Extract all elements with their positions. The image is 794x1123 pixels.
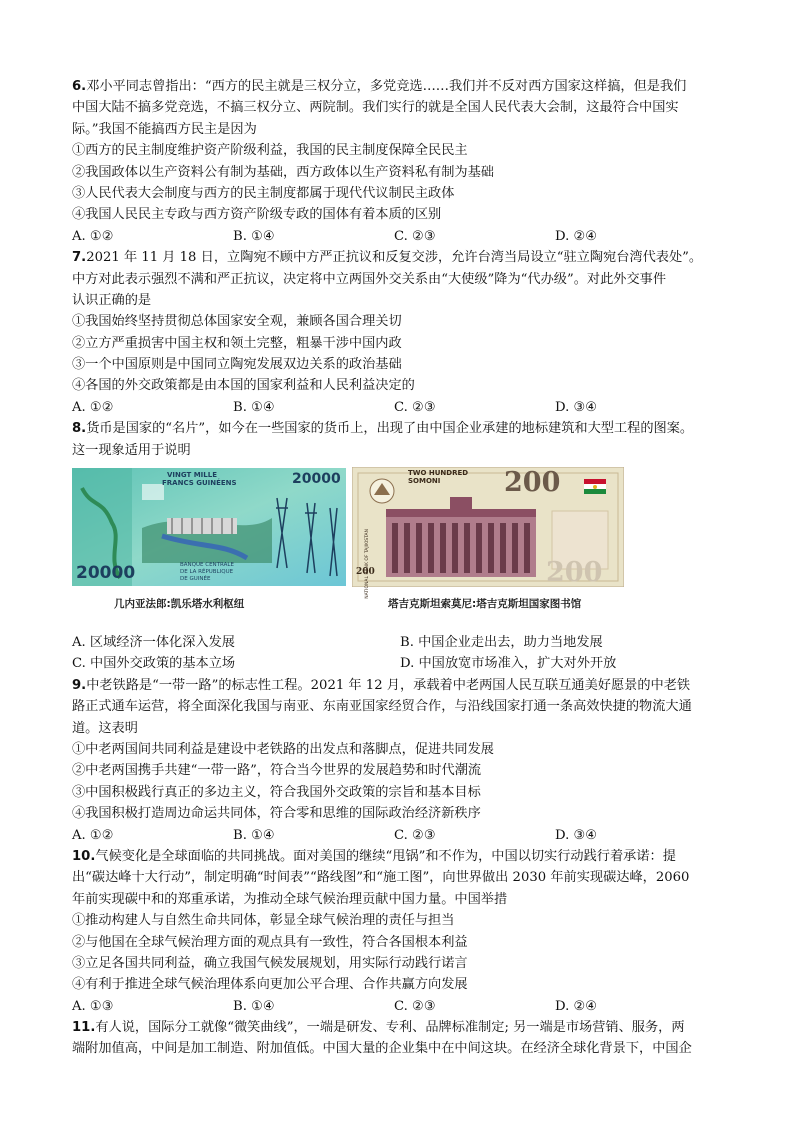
question-10 (72, 846, 732, 1017)
q11-stem-line-1: 11.有人说，国际分工就像“微笑曲线”，一端是研发、专利、品牌标准制定; 另一端是市场营销、服务，两 (72, 1020, 685, 1036)
guinea-note-number-top: 20000 (292, 471, 341, 488)
q10-statement-3: ③立足各国共同利益，确立我国气候发展规划，用实际行动践行诺言 (72, 955, 468, 971)
q7-choice-c[interactable]: C. ②③ (394, 399, 436, 415)
q9-choice-c[interactable]: C. ②③ (394, 827, 436, 843)
q10-choices (72, 996, 732, 1017)
q7-choice-d[interactable]: D. ③④ (555, 399, 598, 415)
q7-number: 7. (72, 250, 87, 266)
q6-statement-3: ③人民代表大会制度与西方的民主制度都属于现代代议制民主政体 (72, 185, 455, 201)
q6-statement-4: ④我国人民民主专政与西方资产阶级专政的国体有着本质的区别 (72, 207, 442, 223)
tajik-note-text-top2: SOMONI (408, 477, 441, 486)
q7-statement-1: ①我国始终坚持贯彻总体国家安全观，兼顾各国合理关切 (72, 314, 402, 330)
q10-stem-line-3: 年前实现碳中和的郑重承诺，为推动全球气候治理贡献中国力量。中国举措 (72, 891, 508, 907)
q8-choice-a[interactable]: A. 区域经济一体化深入发展 (72, 635, 235, 651)
q8-choices-row-1 (72, 632, 732, 653)
q10-number: 10. (72, 848, 96, 864)
q8-number: 8. (72, 421, 87, 437)
q9-choices (72, 825, 732, 846)
q9-choice-b[interactable]: B. ①④ (233, 827, 275, 843)
question-11 (72, 1017, 732, 1060)
q7-choice-b[interactable]: B. ①④ (233, 399, 275, 415)
q11-stem-line-2: 端附加值高，中间是加工制造、附加值低。中国大量的企业集中在中间这块。在经济全球化背景下，中国企 (72, 1041, 692, 1057)
guinea-note-number-bottom: 20000 (76, 563, 136, 584)
q8-choices-row-2 (72, 653, 732, 674)
q9-choice-a[interactable]: A. ①② (72, 827, 114, 843)
guinea-note-bank-3: DE GUINÉE (180, 576, 211, 583)
q9-stem-line-1: 9.中老铁路是“一带一路”的标志性工程。2021 年 12 月，承载着中老两国人民互联互通美好愿景的中老铁 (72, 677, 691, 693)
q9-statement-3: ③中国积极践行真正的多边主义，符合我国外交政策的宗旨和基本目标 (72, 784, 481, 800)
q7-stem-line-1: 7.2021 年 11 月 18 日，立陶宛不顾中方严正抗议和反复交涉，允许台湾当局设立“驻立陶宛台湾代表处”。 (72, 250, 703, 266)
q10-choice-b[interactable]: B. ①④ (233, 998, 275, 1014)
guinea-note-text-top: VINGT MILLE (167, 471, 217, 480)
q6-choice-a[interactable]: A. ①② (72, 228, 114, 244)
guinea-note-caption: 几内亚法郎:凯乐塔水利枢纽 (114, 598, 245, 611)
q7-statement-4: ④各国的外交政策都是由本国的国家利益和人民利益决定的 (72, 378, 415, 394)
q7-stem-line-2: 中方对此表示强烈不满和严正抗议，决定将中立两国外交关系由“大使级”降为“代办级”。对此外交事件 (72, 271, 667, 287)
q9-choice-d[interactable]: D. ③④ (555, 827, 598, 843)
q6-stem-line-2: 中国大陆不搞多党竞选，不搞三权分立、两院制。我们实行的就是全国人民代表大会制，这最符合中国实 (72, 100, 679, 116)
q7-stem-line-3: 认识正确的是 (72, 292, 152, 308)
q8-choice-d[interactable]: D. 中国放宽市场准入，扩大对外开放 (400, 656, 617, 672)
tajik-note-number-top: 200 (504, 467, 561, 499)
q6-choice-b[interactable]: B. ①④ (233, 228, 275, 244)
q10-choice-a[interactable]: A. ①③ (72, 998, 114, 1014)
tajik-note-bank: NATIONAL BANK OF TAJIKISTAN (365, 529, 370, 599)
q10-choice-d[interactable]: D. ②④ (555, 998, 598, 1014)
q7-statement-2: ②立方严重损害中国主权和领土完整，粗暴干涉中国内政 (72, 335, 402, 351)
q6-choice-c[interactable]: C. ②③ (394, 228, 436, 244)
q10-statement-1: ①推动构建人与自然生命共同体，彰显全球气候治理的责任与担当 (72, 913, 455, 929)
question-9 (72, 675, 732, 846)
guinea-franc-figure (72, 463, 352, 618)
tajik-somoni-figure (352, 463, 628, 618)
q9-stem-line-3: 道。这表明 (72, 720, 138, 736)
tajik-note-text-top: TWO HUNDRED (408, 469, 469, 478)
tajik-note-caption: 塔吉克斯坦索莫尼:塔吉克斯坦国家图书馆 (388, 598, 582, 611)
q8-stem-line-1: 8.货币是国家的“名片”，如今在一些国家的货币上，出现了由中国企业承建的地标建筑和大型工程的图案。 (72, 421, 694, 437)
tajik-note-number-left: 200 (356, 567, 375, 578)
q11-number: 11. (72, 1020, 96, 1036)
q6-choices (72, 226, 732, 247)
q8-choice-b[interactable]: B. 中国企业走出去，助力当地发展 (400, 635, 603, 651)
q6-statement-2: ②我国政体以生产资料公有制为基础，西方政体以生产资料私有制为基础 (72, 164, 494, 180)
q9-statement-4: ④我国积极打造周边命运共同体，符合零和思维的国际政治经济新秩序 (72, 806, 481, 822)
q6-statement-1: ①西方的民主制度维护资产阶级利益，我国的民主制度保障全民民主 (72, 143, 468, 159)
guinea-note-bank-1: BANQUE CENTRALE (180, 562, 234, 569)
banknote-figures (72, 463, 732, 618)
q7-choices (72, 397, 732, 418)
q9-statement-2: ②中老两国携手共建“一带一路”，符合当今世界的发展趋势和时代潮流 (72, 763, 482, 779)
question-content (72, 76, 732, 1060)
q10-stem-line-1: 10.气候变化是全球面临的共同挑战。面对美国的继续“甩锅”和不作为，中国以切实行动践行着承诺：提 (72, 848, 676, 864)
q10-choice-c[interactable]: C. ②③ (394, 998, 436, 1014)
guinea-note-bank-2: DE LA RÉPUBLIQUE (180, 569, 234, 576)
question-6 (72, 76, 732, 247)
q7-statement-3: ③一个中国原则是中国同立陶宛发展双边关系的政治基础 (72, 357, 402, 373)
q8-stem-line-2: 这一现象适用于说明 (72, 442, 191, 458)
q10-stem-line-2: 出“碳达峰十大行动”，制定明确“时间表”“路线图”和“施工图”，向世界做出 2030 年前实现碳达峰，2060 (72, 870, 690, 886)
q9-stem-line-2: 路正式通车运营，将全面深化我国与南亚、东南亚国家经贸合作，与沿线国家打通一条高效快捷的物流大通 (72, 699, 692, 715)
q9-statement-1: ①中老两国间共同利益是建设中老铁路的出发点和落脚点，促进共同发展 (72, 741, 494, 757)
q6-stem-line-1: 6.邓小平同志曾指出：“西方的民主就是三权分立，多党竞选……我们并不反对西方国家这样搞，但是我们 (72, 79, 687, 94)
q10-statement-2: ②与他国在全球气候治理方面的观点具有一致性，符合各国根本利益 (72, 934, 468, 950)
question-8 (72, 418, 732, 675)
q6-number: 6. (72, 79, 87, 94)
q7-choice-a[interactable]: A. ①② (72, 399, 114, 415)
q6-stem-line-3: 际。”我国不能搞西方民主是因为 (72, 121, 257, 137)
question-7 (72, 247, 732, 418)
q8-choice-c[interactable]: C. 中国外交政策的基本立场 (72, 656, 236, 672)
q10-statement-4: ④有利于推进全球气候治理体系向更加公平合理、合作共赢方向发展 (72, 977, 468, 993)
guinea-note-text-top2: FRANCS GUINÉENS (162, 479, 237, 488)
q6-choice-d[interactable]: D. ②④ (555, 228, 598, 244)
q9-number: 9. (72, 677, 87, 693)
tajik-note-number-bottom: 200 (546, 557, 603, 589)
